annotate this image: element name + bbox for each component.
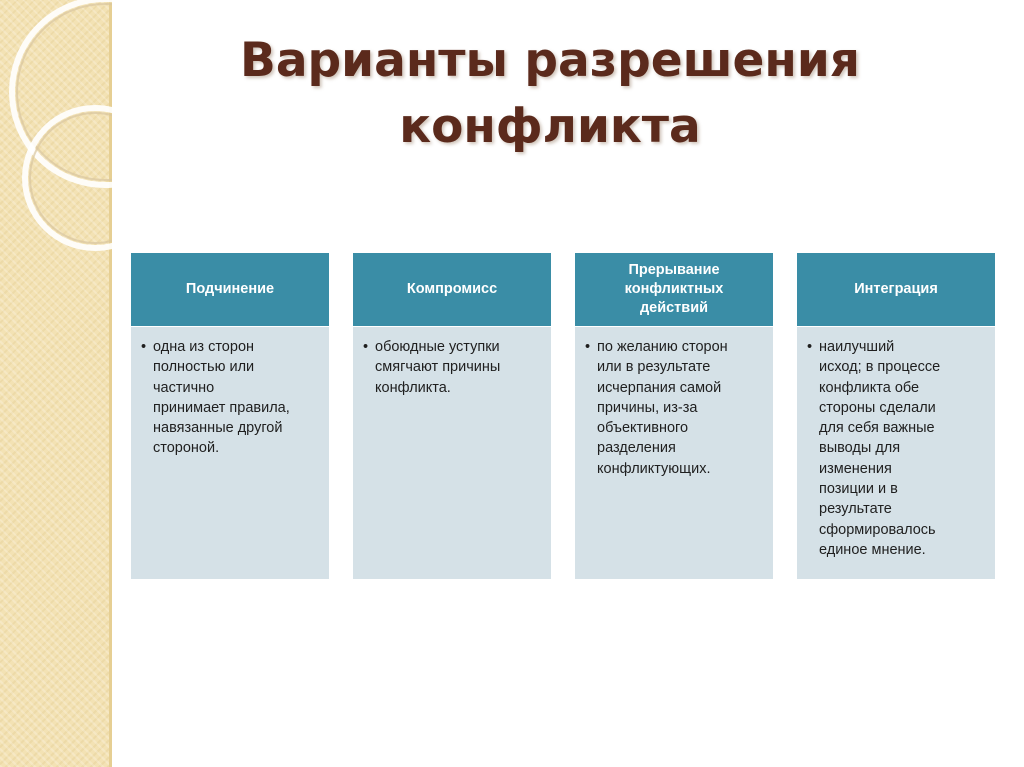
bullet-icon: • bbox=[363, 339, 369, 355]
column-header: Прерывание конфликтных действий bbox=[575, 253, 773, 327]
column-header: Подчинение bbox=[131, 253, 329, 327]
column-header: Интеграция bbox=[797, 253, 995, 327]
list-item bbox=[363, 337, 541, 398]
list-item bbox=[807, 337, 985, 560]
bullet-text: наилучший исход; в процессе конфликта обе стороны сделали для себя важные выводы для изменения позиции и в результате сформировалось единое мнение. bbox=[819, 339, 941, 558]
column-body bbox=[575, 327, 773, 579]
bullet-text: обоюдные уступки смягчают причины конфликта. bbox=[375, 339, 501, 396]
page-title: Варианты разрешения конфликта bbox=[240, 33, 860, 154]
column-body bbox=[797, 327, 995, 579]
bullet-icon: • bbox=[585, 339, 591, 355]
decorative-circles-icon bbox=[0, 0, 112, 767]
list-item bbox=[585, 337, 763, 479]
bullet-text: одна из сторон полностью или частично принимает правила, навязанные другой стороной. bbox=[153, 339, 290, 457]
bullet-text: по желанию сторон или в результате исчерпания самой причины, из-за объективного разделения конфликтующих. bbox=[597, 339, 728, 477]
column-body bbox=[353, 327, 551, 579]
column-compromise bbox=[353, 253, 551, 579]
column-body bbox=[131, 327, 329, 579]
list-item bbox=[141, 337, 319, 459]
bullet-icon: • bbox=[141, 339, 147, 355]
column-interruption bbox=[575, 253, 773, 579]
bullet-icon: • bbox=[807, 339, 813, 355]
decorative-side-strip bbox=[0, 0, 112, 767]
column-subordination bbox=[131, 253, 329, 579]
column-header: Компромисс bbox=[353, 253, 551, 327]
column-integration bbox=[797, 253, 995, 579]
